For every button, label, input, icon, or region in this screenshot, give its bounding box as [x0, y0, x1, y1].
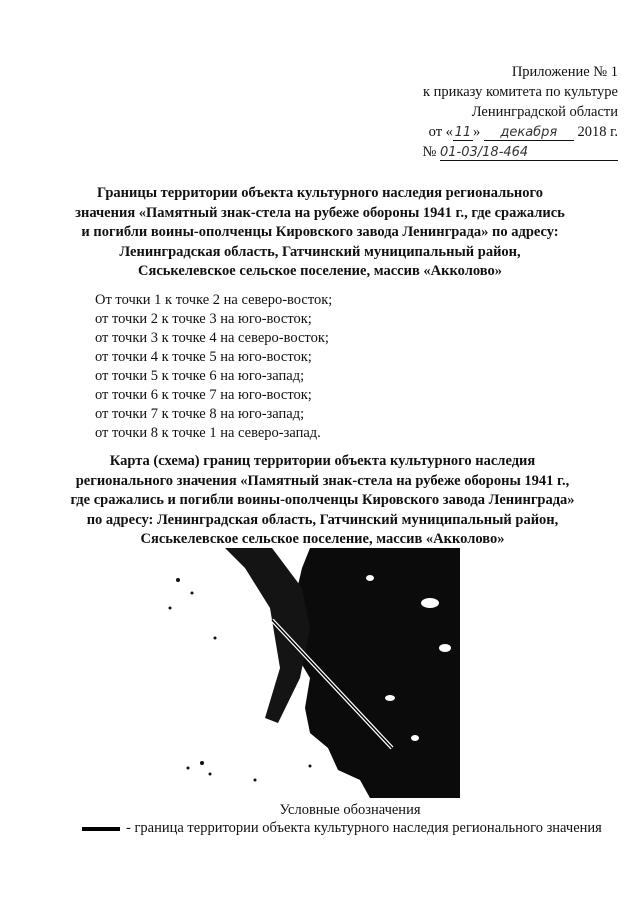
list-item: от точки 4 к точке 5 на юго-восток;	[95, 349, 312, 365]
list-item: от точки 6 к точке 7 на юго-восток;	[95, 387, 312, 403]
date-year: 2018 г.	[577, 124, 618, 140]
map-title: Карта (схема) границ территории объекта культурного наследия регионального значения «Памятный знак-стела на рубеже обороны 1941 г., где сражались и погибли воины-ополченцы Кировского завода Ленинграда» по адресу: Ленинградская область, Гатчинский муниципальный район, Сяськелевское сельское поселение, массив «Акколово»	[70, 453, 575, 547]
legend-title: Условные обозначения	[279, 802, 421, 818]
date-month: декабря	[484, 125, 574, 141]
list-item: от точки 5 к точке 6 на юго-запад;	[95, 368, 305, 384]
clearing-5	[366, 575, 374, 581]
order-reference: к приказу комитета по культуре	[422, 84, 618, 100]
list-item: от точки 7 к точке 8 на юго-запад;	[95, 406, 305, 422]
appendix-label: Приложение № 1	[511, 64, 618, 80]
committee-region: Ленинградской области	[471, 104, 618, 120]
date-day: 11	[454, 125, 472, 140]
list-item: от точки 8 к точке 1 на северо-запад.	[95, 425, 321, 441]
boundary-points-list	[95, 291, 332, 443]
legend-item	[82, 820, 602, 837]
order-number: № 01-03/18-464	[423, 142, 618, 162]
clearing-4	[411, 735, 419, 741]
boundary-line-swatch	[82, 827, 120, 831]
boundary-map	[160, 548, 460, 798]
order-date: от « 11 » декабря 2018 г.	[428, 124, 618, 140]
clearing-1	[421, 598, 439, 608]
list-item: От точки 1 к точке 2 на северо-восток;	[95, 292, 333, 308]
clearing-3	[385, 695, 395, 701]
document-title: Границы территории объекта культурного наследия регионального значения «Памятный знак-стела на рубеже обороны 1941 г., где сражались и погибли воины-ополченцы Кировского завода Ленинграда» по адресу: Ленинградская область, Гатчинский муниципальный район, Сяськелевское сельское поселение, массив «Акколово»	[75, 185, 565, 279]
order-number-value: 01-03/18-464	[440, 145, 618, 161]
list-item: от точки 3 к точке 4 на северо-восток;	[95, 330, 329, 346]
list-item: от точки 2 к точке 3 на юго-восток;	[95, 311, 312, 327]
clearing-2	[439, 644, 451, 652]
legend-item-label: - граница территории объекта культурного наследия регионального значения	[126, 820, 602, 836]
order-header	[423, 62, 618, 162]
